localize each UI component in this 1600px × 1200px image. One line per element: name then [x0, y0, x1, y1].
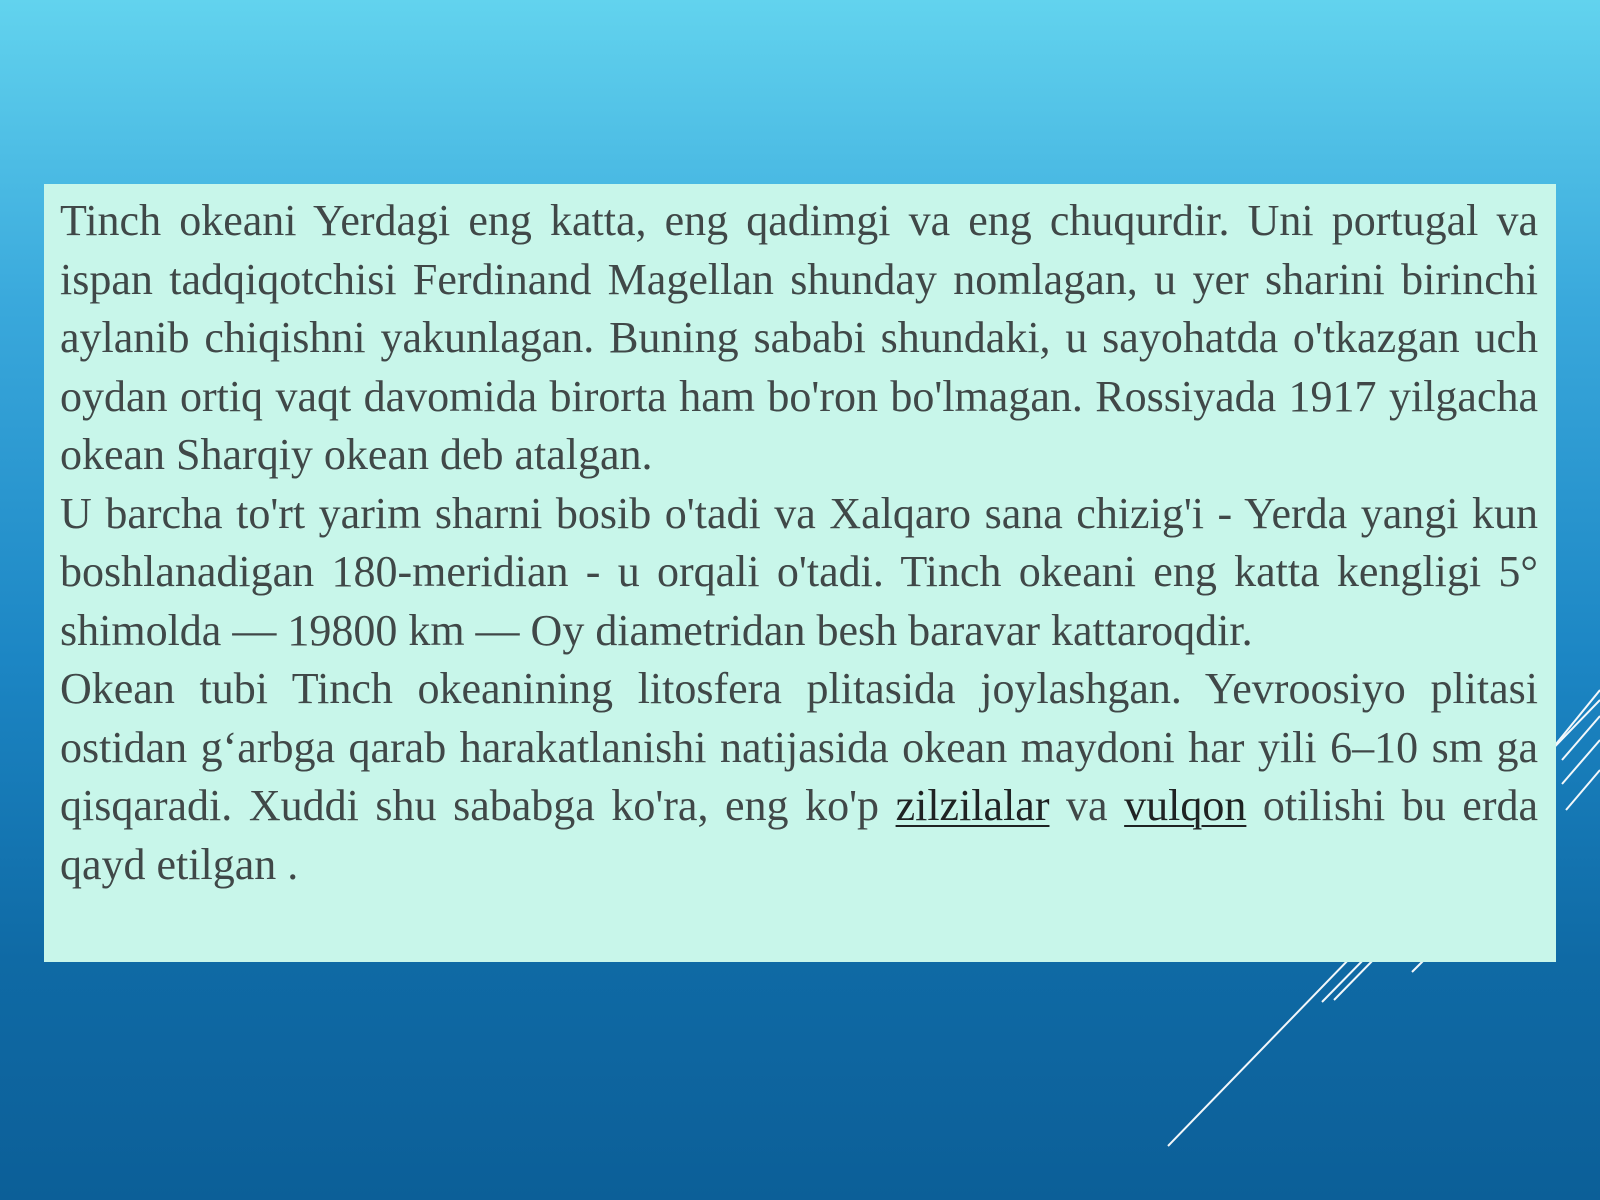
- vulqon-link[interactable]: vulqon: [1124, 781, 1247, 830]
- decor-line-4: [1566, 770, 1600, 810]
- paragraph-3-text-middle: va: [1049, 781, 1125, 830]
- decor-line-2: [1562, 716, 1600, 760]
- decor-line-1: [1556, 690, 1600, 744]
- paragraph-1: Tinch okeani Yerdagi eng katta, eng qadimgi va eng chuqurdir. Uni portugal va ispan tadqiqotchisi Ferdinand Magellan shunday nomlagan, u yer sharini birinchi aylanib chiqishni yakunlagan. Buning sababi shundaki, u sayohatda o'tkazgan uch oydan ortiq vaqt davomida birorta ham bo'ron bo'lmagan. Rossiyada 1917 yilgacha okean Sharqiy okean deb atalgan.: [60, 196, 1538, 479]
- zilzilalar-link[interactable]: zilzilalar: [895, 781, 1050, 830]
- text-box: [44, 184, 1556, 962]
- paragraph-2: U barcha to'rt yarim sharni bosib o'tadi va Xalqaro sana chizig'i - Yerda yangi kun boshlanadigan 180-meridian - u orqali o'tadi. Tinch okeani eng katta kengligi 5° shimolda — 19800 km — Oy diametridan besh baravar kattaroqdir.: [60, 488, 1538, 655]
- paragraph-3: [60, 660, 1538, 894]
- paragraph-3-text-start: Okean tubi Tinch okeanining litosfera plitasida joylashgan. Yevroosiyo plitasi ostidan g‘arbga qarab harakatlanishi natijasida okean maydoni har yili 6–10 sm ga qisqaradi. Xuddi shu sababga ko'ra, eng ko'p: [60, 664, 1538, 830]
- paragraph-3-text-end: otilishi bu erda qayd etilgan .: [60, 781, 1539, 889]
